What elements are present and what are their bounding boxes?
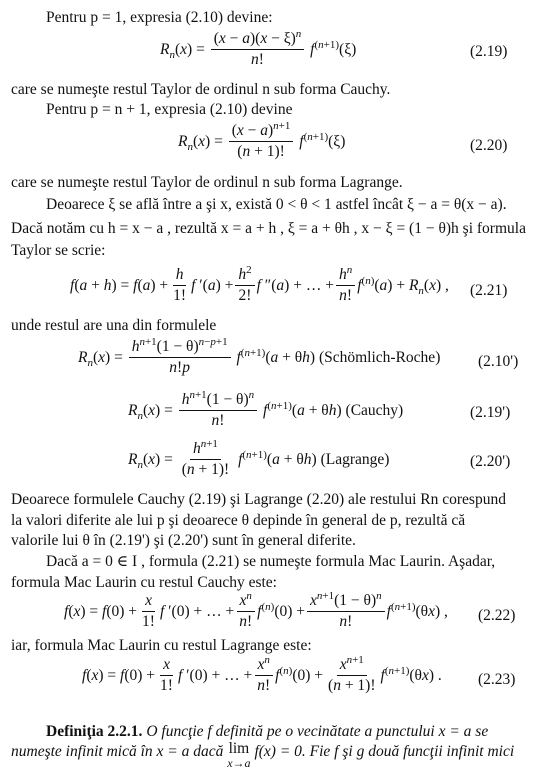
- limit-operator: [227, 742, 250, 770]
- text-p11: valorile lui θ în (2.19') şi (2.20') sunt în general diferite.: [11, 532, 356, 549]
- equation-2-10-prime: $R_n$ ( x ) = $\frac{h^{n+1}(1 - \theta)^{n-p+1}}{n!p}$ $f^{(n+1)}(a + \theta h)$ (Schömlich-Roche): [78, 335, 441, 376]
- definition-text-1: O funcţie f definită pe o vecinătate a punctului x = a se: [146, 723, 489, 740]
- text-p13: formula Mac Laurin cu restul Cauchy este:: [11, 574, 277, 591]
- equation-label-2-22: (2.22): [478, 607, 516, 624]
- equation-label-2-19-prime: (2.19'): [470, 404, 511, 421]
- definition-line-1: [46, 722, 488, 742]
- equation-label-2-21: (2.21): [470, 282, 508, 299]
- definition-text-2a: numeşte infinit mică în x = a dacă: [11, 743, 224, 760]
- equation-2-23: f(x) = f(0) + $\frac{x}{1!}$ f ′(0) + … + $\frac{x^n}{n!}$ $f^{(n)}(0)$ + $\frac{x^{n+1}}{(n + 1)!}$ $f^{(n+1)}(\theta x)$ .: [82, 653, 442, 694]
- cauchy-label: (Cauchy): [345, 401, 404, 419]
- equation-label-2-20: (2.20): [470, 137, 508, 154]
- text-p4: care se numeşte restul Taylor de ordinul n sub forma Lagrange.: [11, 174, 403, 191]
- definition-text-2b: f(x) = 0. Fie f şi g două funcţii infinit mici: [254, 743, 515, 760]
- schlomilch-label: (Schömlich-Roche): [318, 348, 441, 366]
- text-p6: Dacă notăm cu h = x − a , rezultă x = a + h , ξ = a + θh , x − ξ = (1 − θ)h şi formula: [11, 220, 526, 237]
- equation-label-2-23: (2.23): [478, 671, 516, 688]
- text-p12: Dacă a = 0 ∈ I , formula (2.21) se numeşte formula Mac Laurin. Aşadar,: [46, 553, 496, 570]
- equation-2-20: $R_n$ ( x ) = $\frac{(x - a)^{n+1}}{(n + 1)!}$ $f^{(n+1)}(\xi)$: [178, 119, 346, 160]
- text-p3: Pentru p = n + 1, expresia (2.10) devine: [46, 101, 293, 118]
- equation-label-2-19: (2.19): [470, 43, 508, 60]
- text-p5: Deoarece ξ se află între a şi x, există 0 < θ < 1 astfel încât ξ − a = θ(x − a).: [46, 196, 507, 213]
- equation-2-21: f(a + h) = f(a) + $\frac{h}{1!}$ f ′(a) + $\frac{h^2}{2!}$ f ″(a) + … + $\frac{h^n}{n!}$ $f^{(n)}(a) + R_n(x)$ ,: [70, 263, 449, 304]
- equation-label-2-10-prime: (2.10'): [478, 353, 519, 370]
- limit-subscript: x→a: [227, 756, 251, 770]
- text-p10: la valori diferite ale lui p şi deoarece θ depinde în general de p, rezultă că: [11, 512, 466, 529]
- equation-2-22: f(x) = f(0) + $\frac{x}{1!}$ f ′(0) + … + $\frac{x^n}{n!}$ $f^{(n)}(0)$ + $\frac{x^{n+1}(1 - \theta)^n}{n!}$ $f^{(n+1)}(\theta x)$ ,: [64, 589, 448, 630]
- definition-line-2: [11, 742, 514, 770]
- equation-2-19: $R_n$ ( x ) = $\frac{(x - a)(x - \xi)^n}{n!}$ $f^{(n+1)}(\xi)$: [160, 27, 357, 68]
- definition-label: Definiţia 2.2.1.: [46, 723, 143, 740]
- text-p1: Pentru p = 1, expresia (2.10) devine:: [46, 9, 273, 26]
- text-p7: Taylor se scrie:: [11, 242, 106, 259]
- text-p9: Deoarece formulele Cauchy (2.19) şi Lagrange (2.20) ale restului Rn corespund: [11, 491, 506, 508]
- text-p2: care se numeşte restul Taylor de ordinul n sub forma Cauchy.: [11, 81, 391, 98]
- lagrange-label: (Lagrange): [320, 450, 390, 468]
- equation-label-2-20-prime: (2.20'): [470, 453, 511, 470]
- equation-2-20-prime: $R_n$ ( x ) = $\frac{h^{n+1}}{(n + 1)!}$ $f^{(n+1)}(a + \theta h)$ (Lagrange): [128, 437, 390, 478]
- text-p8: unde restul are una din formulele: [11, 317, 217, 334]
- limit-word: lim: [228, 740, 250, 757]
- equation-2-19-prime: $R_n$ ( x ) = $\frac{h^{n+1}(1 - \theta)^n}{n!}$ $f^{(n+1)}(a + \theta h)$ (Cauchy): [128, 388, 404, 429]
- text-p14: iar, formula Mac Laurin cu restul Lagrange este:: [11, 637, 312, 654]
